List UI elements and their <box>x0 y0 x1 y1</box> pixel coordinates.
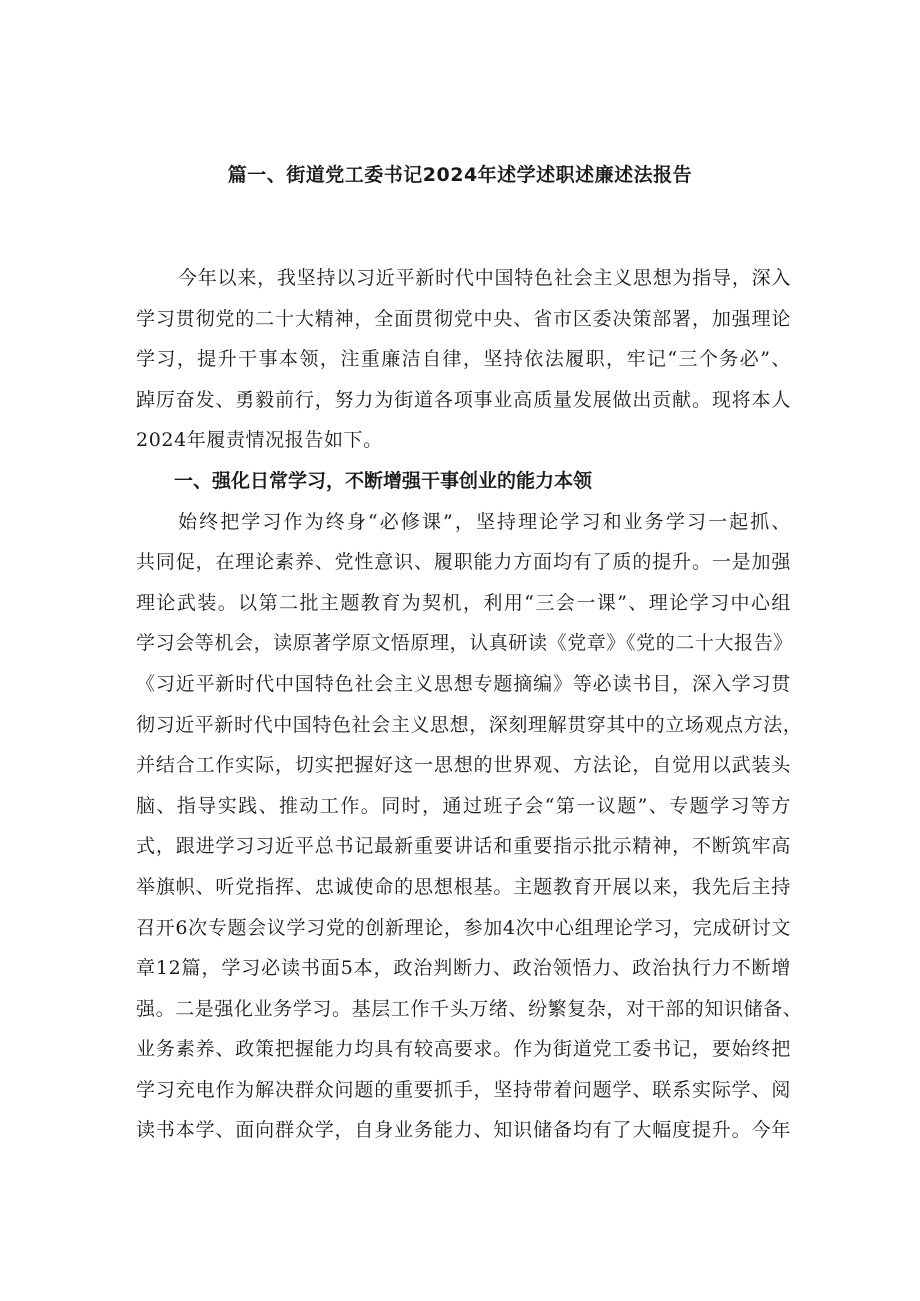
section-line: 彻习近平新时代中国特色社会主义思想，深刻理解贯穿其中的立场观点方法， <box>136 713 803 736</box>
intro-line: 学习，提升干事本领，注重廉洁自律，坚持依法履职，牢记“三个务必”、 <box>136 348 791 371</box>
intro-line: 学习贯彻党的二十大精神，全面贯彻党中央、省市区委决策部署，加强理论 <box>136 307 791 330</box>
section-line: 举旗帜、听党指挥、忠诚使命的思想根基。主题教育开展以来，我先后主持 <box>136 875 791 898</box>
section-line: 并结合工作实际，切实把握好这一思想的世界观、方法论，自觉用以武装头 <box>136 754 791 777</box>
section-line: 业务素养、政策把握能力均具有较高要求。作为街道党工委书记，要始终把 <box>136 1038 791 1061</box>
section-line: 读书本学、面向群众学，自身业务能力、知识储备均有了大幅度提升。今年 <box>136 1119 791 1142</box>
section-line: 强。二是强化业务学习。基层工作千头万绪、纷繁复杂，对干部的知识储备、 <box>136 997 803 1020</box>
section-line: 脑、指导实践、推动工作。同时，通过班子会“第一议题”、专题学习等方 <box>136 794 791 817</box>
document-title: 篇一、街道党工委书记2024年述学述职述廉述法报告 <box>227 164 693 186</box>
section-line: 学习会等机会，读原著学原文悟原理，认真研读《党章》《党的二十大报告》 <box>136 632 793 655</box>
intro-line: 踔厉奋发、勇毅前行，努力为街道各项事业高质量发展做出贡献。现将本人 <box>136 388 791 411</box>
section-line: 学习充电作为解决群众问题的重要抓手，坚持带着问题学、联系实际学、阅 <box>136 1078 791 1101</box>
intro-line: 2024年履责情况报告如下。 <box>136 429 383 452</box>
section-line: 召开6次专题会议学习党的创新理论，参加4次中心组理论学习，完成研讨文 <box>136 916 791 939</box>
section-line: 共同促，在理论素养、党性意识、履职能力方面均有了质的提升。一是加强 <box>136 551 791 574</box>
section-line: 理论武装。以第二批主题教育为契机，利用“三会一课”、理论学习中心组 <box>136 591 791 614</box>
section-heading: 一、强化日常学习，不断增强干事创业的能力本领 <box>174 469 593 492</box>
section-line: 章12篇，学习必读书面5本，政治判断力、政治领悟力、政治执行力不断增 <box>136 957 791 980</box>
section-line: 始终把学习作为终身“必修课”，坚持理论学习和业务学习一起抓、 <box>178 510 791 533</box>
intro-line: 今年以来，我坚持以习近平新时代中国特色社会主义思想为指导，深入 <box>178 267 791 289</box>
document-body <box>136 258 803 1151</box>
section-line: 《习近平新时代中国特色社会主义思想专题摘编》等必读书目，深入学习贯 <box>136 672 791 695</box>
section-line: 式，跟进学习习近平总书记最新重要讲话和重要指示批示精神，不断筑牢高 <box>136 835 791 858</box>
